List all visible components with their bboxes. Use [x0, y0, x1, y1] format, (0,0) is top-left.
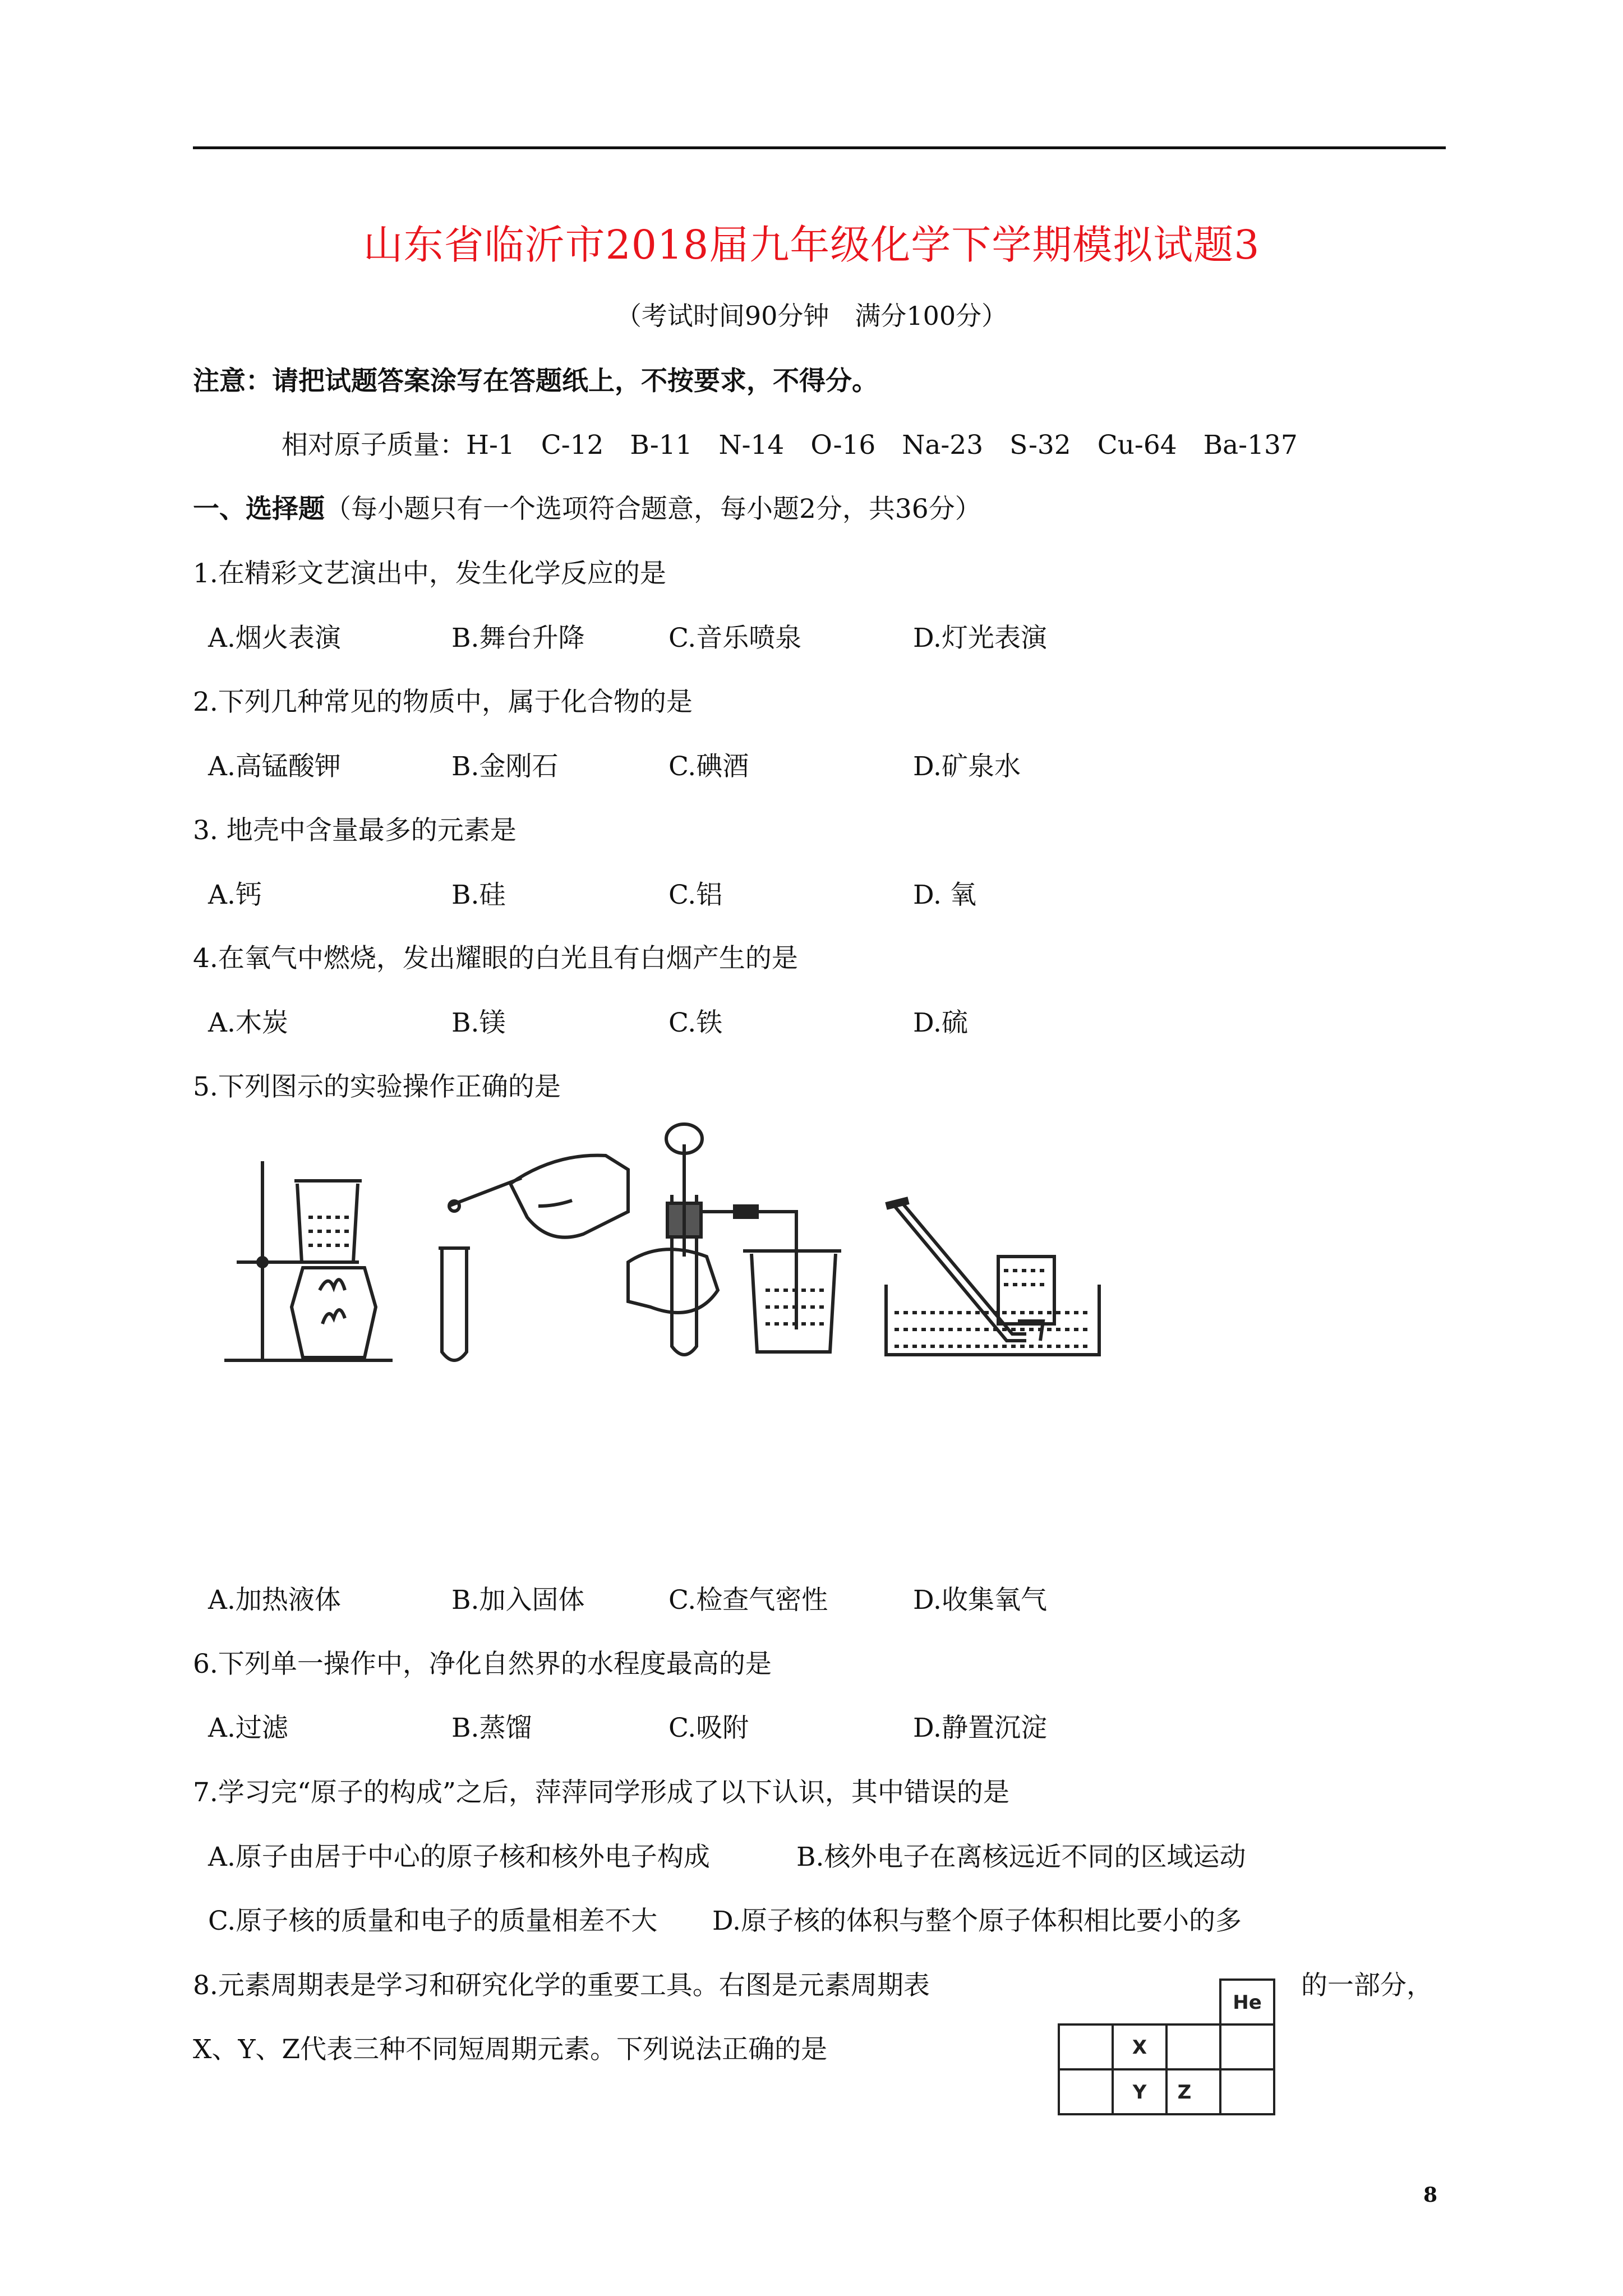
checking-airtightness-illustration — [628, 1124, 841, 1355]
collecting-oxygen-illustration — [886, 1200, 1099, 1355]
exam-info: （考试时间90分钟 满分100分） — [615, 301, 1008, 331]
element-x: X — [1132, 2036, 1147, 2059]
option-c: C.原子核的质量和电子的质量相差不大 — [208, 1906, 658, 1936]
adding-solid-illustration — [439, 1156, 628, 1360]
option-d: D. 氧 — [913, 880, 976, 910]
question-stem: 8.元素周期表是学习和研究化学的重要工具。右图是元素周期表 — [193, 1970, 930, 2001]
option-a: A.高锰酸钾 — [208, 751, 341, 782]
option-c: C.铝 — [668, 880, 723, 910]
section-title: 一、选择题 — [193, 494, 325, 524]
page-title: 山东省临沂市2018届九年级化学下学期模拟试题3 — [363, 222, 1260, 268]
option-a: A.原子由居于中心的原子核和核外电子构成 — [208, 1842, 710, 1872]
option-b: B.舞台升降 — [451, 623, 585, 654]
lab-operations-figure — [224, 1122, 1122, 1380]
heating-liquid-illustration — [224, 1161, 393, 1360]
element-he: He — [1233, 1991, 1262, 2014]
question-stem: 3. 地壳中含量最多的元素是 — [193, 815, 517, 846]
option-d: D.硫 — [913, 1007, 968, 1038]
question-stem: 2.下列几种常见的物质中，属于化合物的是 — [193, 687, 693, 717]
atomic-masses: 相对原子质量：H-1 C-12 B-11 N-14 O-16 Na-23 S-32 Cu-64 Ba-137 — [282, 430, 1298, 461]
option-c: C.铁 — [668, 1007, 723, 1038]
question-stem: 1.在精彩文艺演出中，发生化学反应的是 — [193, 558, 666, 589]
option-c: C.检查气密性 — [668, 1585, 828, 1616]
question-stem: 5.下列图示的实验操作正确的是 — [193, 1071, 561, 1102]
option-b: B.镁 — [451, 1007, 506, 1038]
option-d: D.矿泉水 — [913, 751, 1021, 782]
element-z: Z — [1177, 2081, 1192, 2104]
option-c: C.碘酒 — [668, 751, 749, 782]
option-d: D.收集氧气 — [913, 1585, 1047, 1616]
periodic-table-fragment — [1054, 1977, 1279, 2118]
option-c: C.吸附 — [668, 1713, 749, 1743]
page-number: 8 — [1423, 2183, 1438, 2207]
question-stem-line2: X、Y、Z代表三种不同短周期元素。下列说法正确的是 — [193, 2034, 828, 2065]
option-d: D.灯光表演 — [913, 623, 1047, 654]
option-a: A.钙 — [208, 880, 262, 910]
option-d: D.原子核的体积与整个原子体积相比要小的多 — [712, 1906, 1242, 1936]
question-stem: 4.在氧气中燃烧，发出耀眼的白光且有白烟产生的是 — [193, 943, 798, 974]
section-note: （每小题只有一个选项符合题意，每小题2分，共36分） — [325, 494, 981, 524]
option-b: B.蒸馏 — [451, 1713, 532, 1743]
option-a: A.加热液体 — [208, 1585, 341, 1616]
notice: 注意：请把试题答案涂写在答题纸上，不按要求，不得分。 — [193, 366, 878, 397]
question-stem: 6.下列单一操作中，净化自然界的水程度最高的是 — [193, 1649, 772, 1680]
option-a: A.烟火表演 — [208, 623, 341, 654]
option-a: A.过滤 — [208, 1713, 288, 1743]
header-rule — [193, 146, 1446, 149]
option-b: B.核外电子在离核远近不同的区域运动 — [796, 1842, 1246, 1872]
option-a: A.木炭 — [208, 1007, 288, 1038]
option-d: D.静置沉淀 — [913, 1713, 1047, 1743]
question-stem: 7.学习完“原子的构成”之后，萍萍同学形成了以下认识，其中错误的是 — [193, 1777, 1009, 1808]
question-stem-tail: 的一部分， — [1301, 1970, 1433, 2001]
element-y: Y — [1132, 2081, 1147, 2104]
option-b: B.硅 — [451, 880, 506, 910]
option-c: C.音乐喷泉 — [668, 623, 802, 654]
option-b: B.加入固体 — [451, 1585, 585, 1616]
section-heading — [193, 488, 981, 526]
option-b: B.金刚石 — [451, 751, 559, 782]
